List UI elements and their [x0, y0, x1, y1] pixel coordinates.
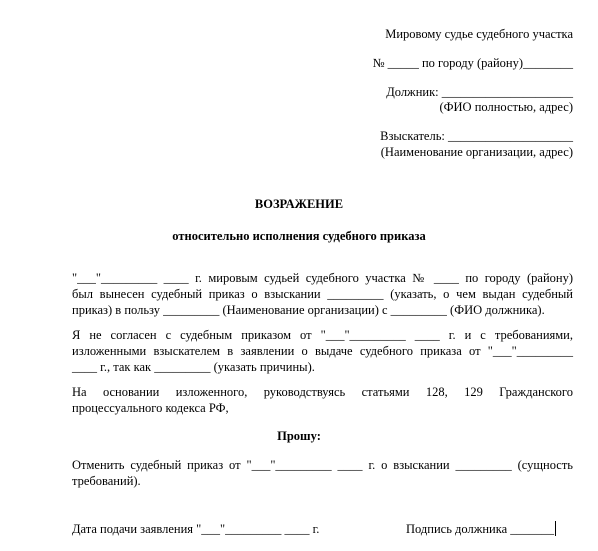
debtor-hint: (ФИО полностью, адрес)	[439, 100, 573, 114]
paragraph-line: На основании изложенного, руководствуясь статьями 128, 129 Гражданского	[72, 385, 573, 399]
paragraph-line: изложенными взыскателем в заявлении о выдаче судебного приказа от "___"_________	[72, 344, 573, 358]
document-title: ВОЗРАЖЕНИЕ	[254, 197, 344, 211]
paragraph-order-issued	[72, 270, 573, 318]
claimant-hint: (Наименование организации, адрес)	[380, 145, 573, 159]
paragraph-line: требований).	[72, 474, 141, 488]
debtor-line: Должник: _____________________	[386, 85, 573, 99]
court-number-line: № _____ по городу (району)________	[372, 56, 573, 70]
claimant-line: Взыскатель: ____________________	[380, 129, 573, 143]
paragraph-line: процессуального кодекса РФ,	[72, 401, 229, 415]
paragraph-line: ____ г., так как _________ (указать причины).	[72, 360, 315, 374]
paragraph-line: приказ) в пользу _________ (Наименование организации) с _________ (ФИО должника).	[72, 303, 545, 317]
paragraph-disagreement	[72, 327, 573, 375]
signature-line-wrap	[406, 521, 556, 537]
text-cursor	[555, 521, 556, 536]
signature-line: Подпись должника _______	[406, 522, 555, 536]
paragraph-legal-basis	[72, 384, 573, 416]
paragraph-request	[72, 457, 573, 489]
paragraph-line: Отменить судебный приказ от "___"_________ ____ г. о взыскании _________ (сущность	[72, 458, 573, 472]
submission-date-line: Дата подачи заявления "___"_________ ____ г.	[72, 522, 320, 536]
paragraph-line: Я не согласен с судебным приказом от "___"_________ ____ г. и с требованиями,	[72, 328, 573, 342]
request-heading: Прошу:	[277, 429, 321, 443]
paragraph-line: "___"_________ ____ г. мировым судьей судебного участка № ____ по городу (району)	[72, 271, 573, 285]
document-subtitle: относительно исполнения судебного приказа	[172, 229, 426, 243]
paragraph-line: был вынесен судебный приказ о взыскании _________ (указать, о чем выдан судебный	[72, 287, 573, 301]
addressee-line: Мировому судье судебного участка	[385, 27, 573, 41]
